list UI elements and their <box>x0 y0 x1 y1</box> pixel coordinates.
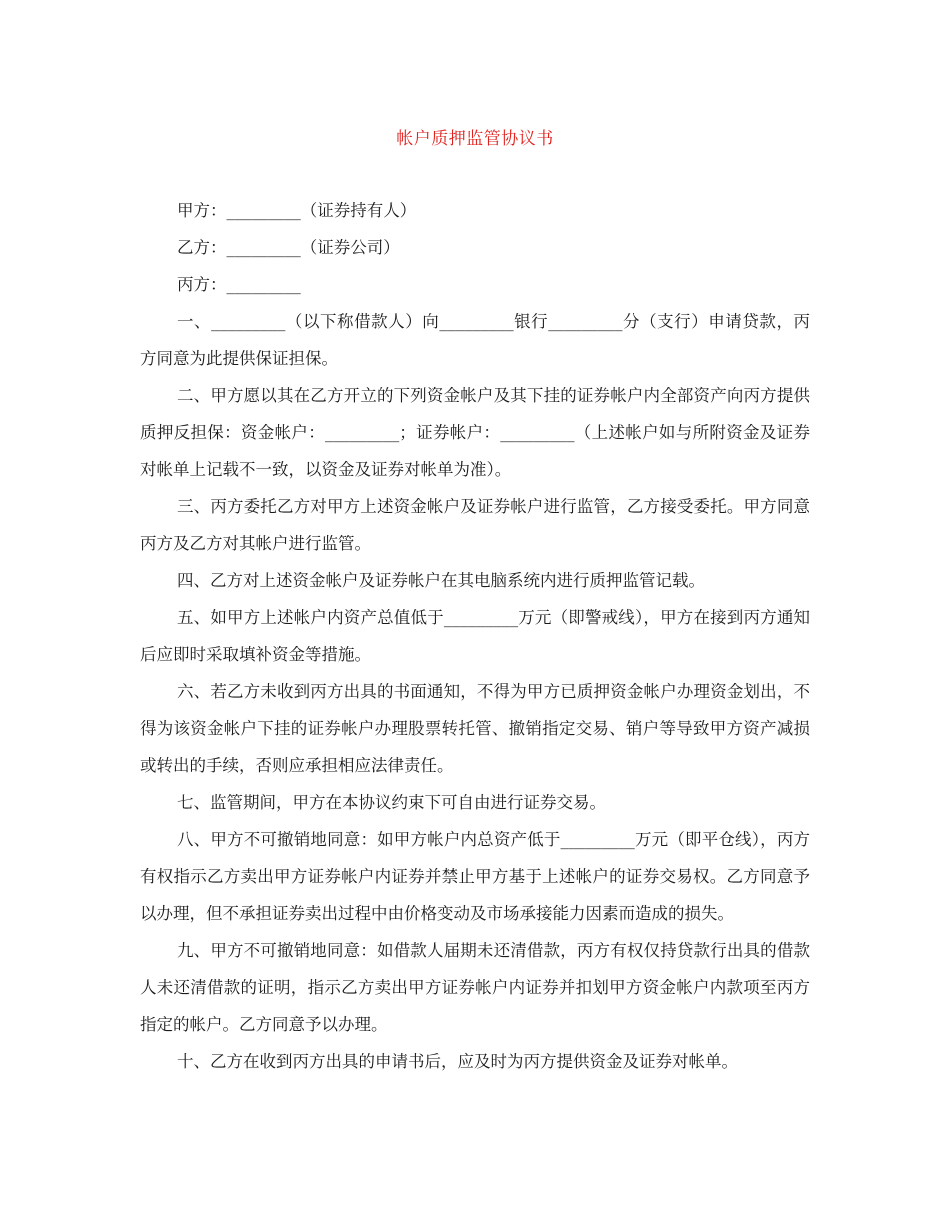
clause-4: 四、乙方对上述资金帐户及证券帐户在其电脑系统内进行质押监管记载。 <box>177 571 705 590</box>
clause-9: 九、甲方不可撤销地同意：如借款人届期未还清借款，丙方有权仅持贷款行出具的借款人未还清借款的证明，指示乙方卖出甲方证券帐户内证券并扣划甲方资金帐户内款项至丙方指定的帐户。乙方同意予以办理。 <box>140 941 810 1034</box>
clause-2: 二、甲方愿以其在乙方开立的下列资金帐户及其下挂的证券帐户内全部资产向丙方提供质押反担保：资金帐户：_________；证券帐户：_________（上述帐户如与所附资金及证券对帐单上记载不一致，以资金及证券对帐单为准）。 <box>140 386 810 479</box>
clause-5: 五、如甲方上述帐户内资产总值低于_________万元（即警戒线），甲方在接到丙方通知后应即时采取填补资金等措施。 <box>140 608 810 664</box>
clause-6: 六、若乙方未收到丙方出具的书面通知，不得为甲方已质押资金帐户办理资金划出，不得为该资金帐户下挂的证券帐户办理股票转托管、撤销指定交易、销户等导致甲方资产减损或转出的手续，否则应承担相应法律责任。 <box>140 682 810 775</box>
clause-1: 一、_________（以下称借款人）向_________银行_________分（支行）申请贷款，丙方同意为此提供保证担保。 <box>140 312 810 368</box>
clause-7: 七、监管期间，甲方在本协议约束下可自由进行证券交易。 <box>177 793 606 812</box>
clause-3: 三、丙方委托乙方对甲方上述资金帐户及证券帐户进行监管，乙方接受委托。甲方同意丙方及乙方对其帐户进行监管。 <box>140 497 810 553</box>
party-c-line: 丙方：_________ <box>177 275 301 294</box>
document-body <box>140 192 810 1080</box>
clause-8: 八、甲方不可撤销地同意：如甲方帐户内总资产低于_________万元（即平仓线），丙方有权指示乙方卖出甲方证券帐户内证券并禁止甲方基于上述帐户的证券交易权。乙方同意予以办理，但不承担证券卖出过程中由价格变动及市场承接能力因素而造成的损失。 <box>140 830 810 923</box>
document-title: 帐户质押监管协议书 <box>396 129 554 149</box>
clause-10: 十、乙方在收到丙方出具的申请书后，应及时为丙方提供资金及证券对帐单。 <box>177 1052 738 1071</box>
party-a-line: 甲方：_________（证券持有人） <box>177 201 417 220</box>
party-b-line: 乙方：_________（证券公司） <box>177 238 400 257</box>
